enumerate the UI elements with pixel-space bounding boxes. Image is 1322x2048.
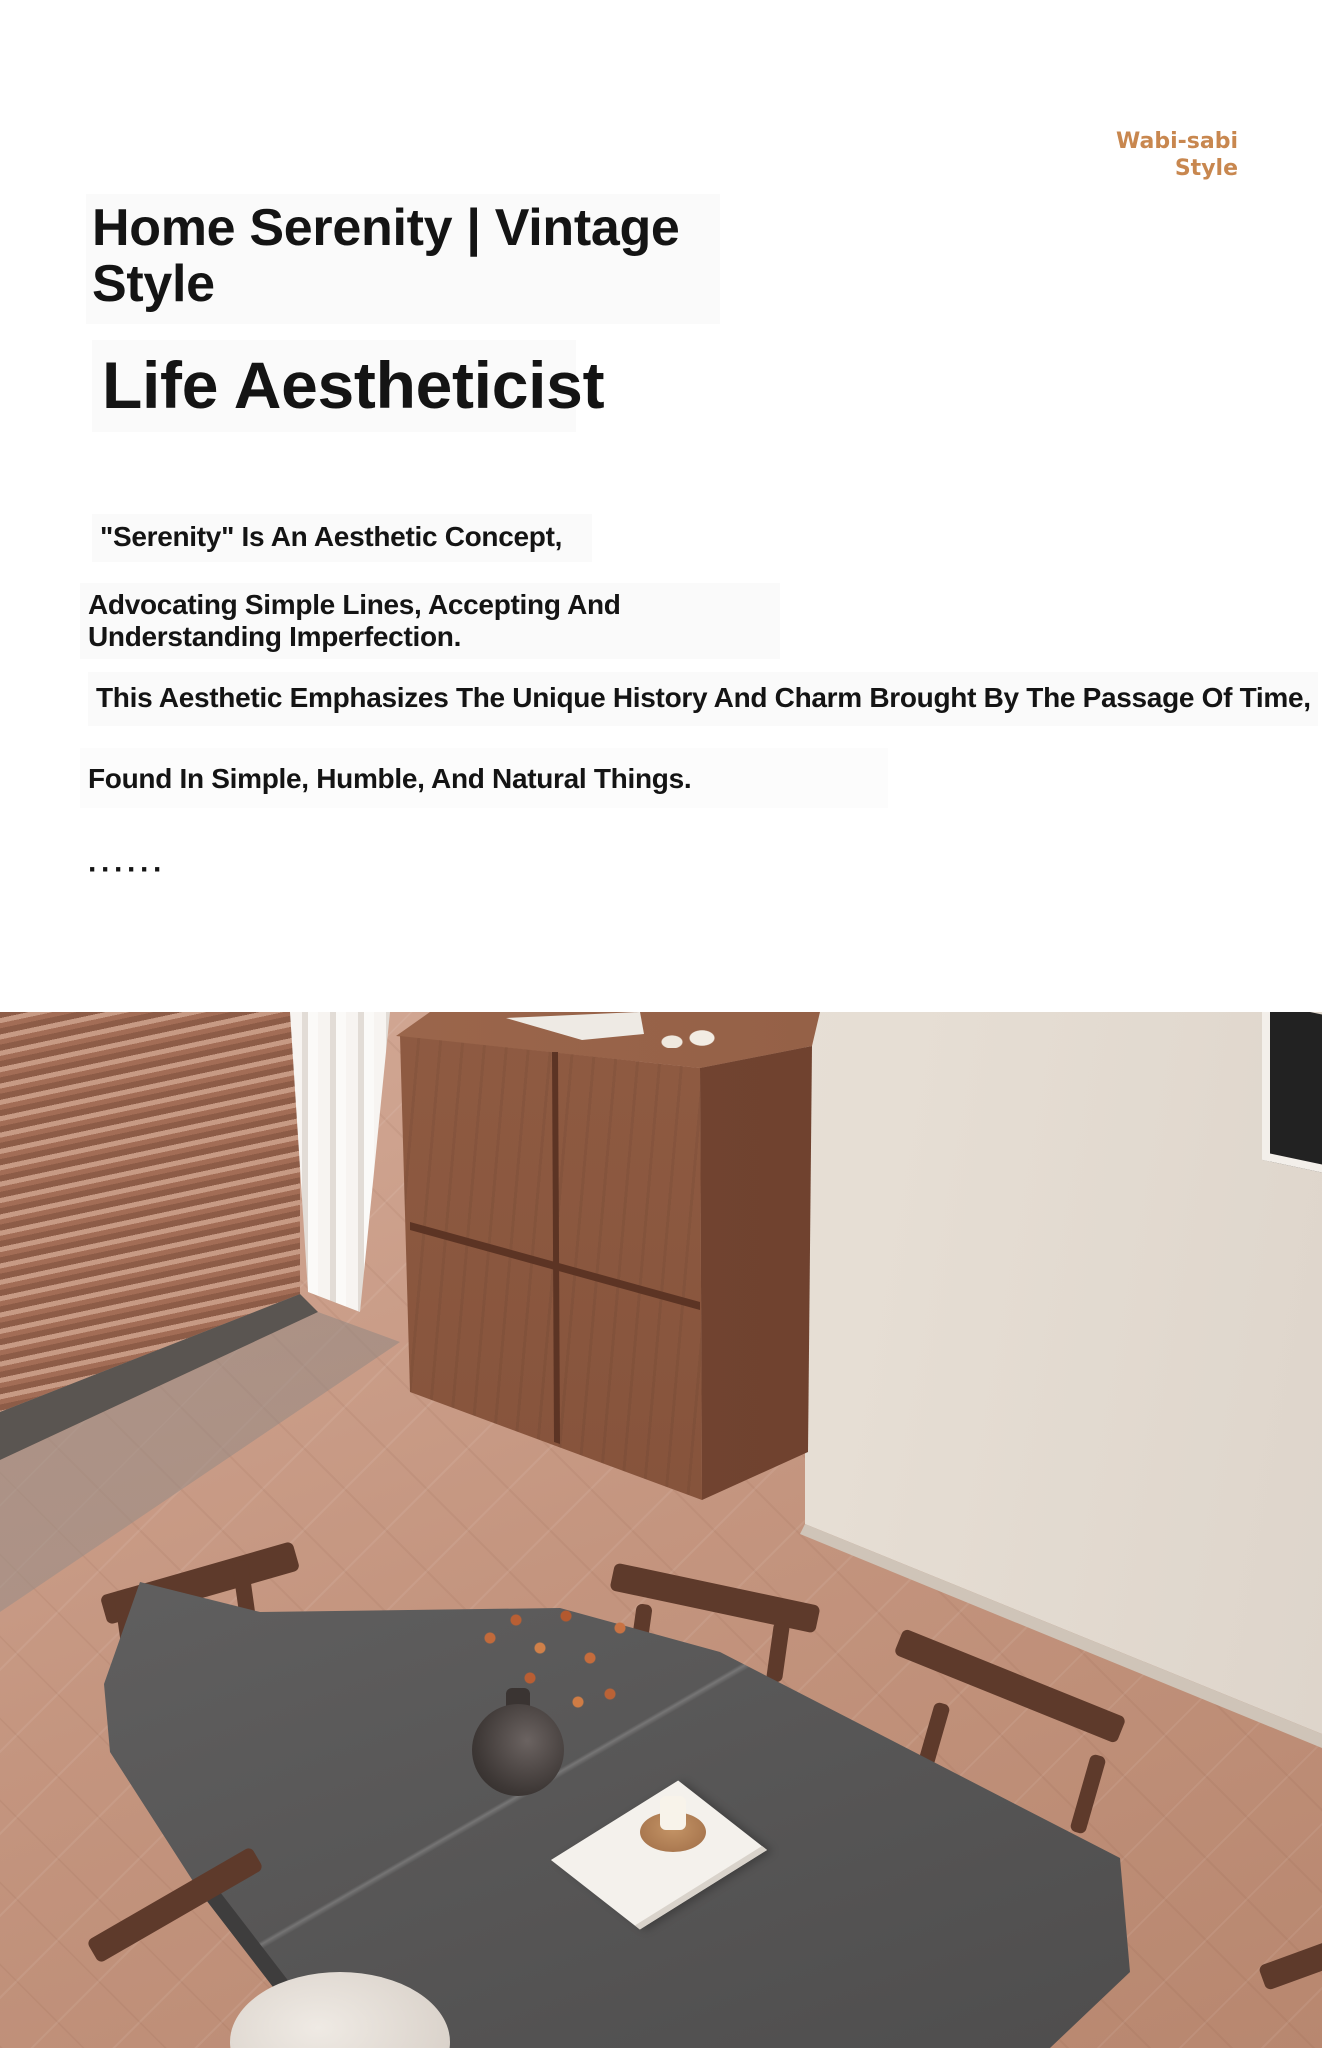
body-paragraph-3: This Aesthetic Emphasizes The Unique History And Charm Brought By The Passage Of Time, [88,672,1318,726]
body-paragraph-2: Advocating Simple Lines, Accepting And Understanding Imperfection. [80,583,780,659]
body-paragraph-4: Found In Simple, Humble, And Natural Things. [80,748,888,808]
brand-line-2: Style [1174,156,1238,181]
brand-mark [1116,128,1238,182]
dining-room-photo [0,1012,1322,2048]
ceramic-vase [472,1704,564,1796]
wall-picture-frame [1262,1012,1322,1180]
candle [660,1796,686,1830]
page-title: Home Serenity | Vintage Style [86,194,720,324]
ellipsis-dots: ······ [88,853,166,886]
body-paragraph-1: "Serenity" Is An Aesthetic Concept, [92,514,592,562]
sideboard-vases [660,1012,720,1048]
brand-line-1: Wabi-sabi [1116,129,1238,154]
page-subtitle: Life Aestheticist [92,340,576,432]
